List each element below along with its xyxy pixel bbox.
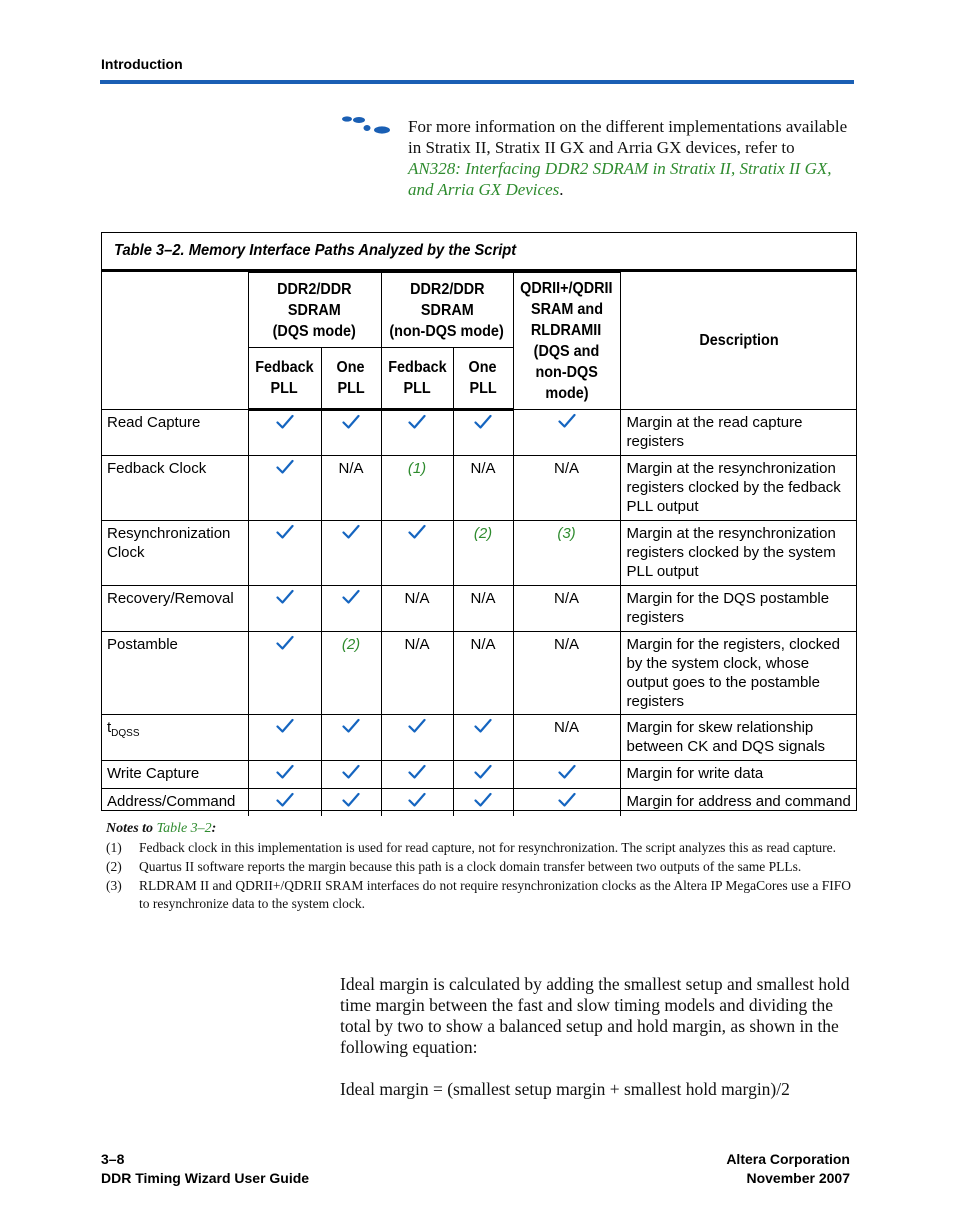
checkmark-cell [321, 761, 381, 789]
checkmark-icon [408, 792, 426, 808]
notes-title-suffix: : [211, 821, 217, 836]
checkmark-cell [248, 632, 321, 715]
row-label-text: t [107, 719, 112, 736]
note-text: RLDRAM II and QDRII+/QDRII SRAM interfaces do not require resynchronization clocks as the Altera IP MegaCores use a FIFO to resynchronize data to the system clock. [139, 878, 851, 911]
note-number: (3) [106, 878, 122, 893]
header-sub3-line1: Fedback [387, 359, 447, 376]
checkmark-icon [342, 764, 360, 780]
table-row [101, 789, 857, 817]
checkmark-cell [453, 715, 513, 761]
na-text: N/A [470, 636, 496, 653]
footnote-ref: (1) [407, 460, 427, 477]
footer-guide-title: DDR Timing Wizard User Guide [101, 1170, 310, 1186]
header-qdrii [513, 273, 620, 410]
header-qdrii-line4: (DQS and [533, 343, 600, 360]
na-cell [381, 586, 453, 632]
header-fedback-pll-2 [381, 348, 453, 410]
header-ddr-nondqs [381, 273, 513, 348]
na-text: N/A [554, 719, 580, 736]
table-row [101, 715, 857, 761]
header-sub4-line1: One [469, 359, 498, 376]
checkmark-cell [321, 715, 381, 761]
row-label [101, 456, 248, 521]
row-description: Margin for skew relationship between CK and DQS signals [620, 715, 857, 761]
checkmark-cell [453, 789, 513, 817]
header-sub3-line2: PLL [403, 380, 431, 397]
row-label-text: Postamble [107, 636, 178, 653]
checkmark-icon [276, 524, 294, 540]
checkmark-cell [321, 521, 381, 586]
table-row [101, 761, 857, 789]
checkmark-icon [474, 414, 492, 430]
table-row [101, 521, 857, 586]
row-label [101, 789, 248, 817]
checkmark-icon [408, 764, 426, 780]
checkmark-icon [276, 764, 294, 780]
na-cell [453, 632, 513, 715]
ideal-margin-equation: Ideal margin = (smallest setup margin + smallest hold margin)/2 [340, 1079, 790, 1099]
checkmark-icon [342, 792, 360, 808]
row-label-text: Write Capture [107, 765, 200, 782]
header-sub1-line2: PLL [270, 380, 299, 397]
row-label-text: Fedback Clock [107, 460, 207, 477]
checkmark-cell [453, 410, 513, 456]
note-text: Fedback clock in this implementation is used for read capture, not for resynchronization. The script analyzes this as read capture. [139, 840, 837, 855]
checkmark-icon [408, 524, 426, 540]
checkmark-icon [342, 589, 360, 605]
checkmark-icon [276, 589, 294, 605]
na-text: N/A [554, 460, 580, 477]
header-sub4-line2: PLL [469, 380, 497, 397]
header-one-pll-1 [321, 348, 381, 410]
table-row [101, 586, 857, 632]
header-ddr-dqs-line3: (DQS mode) [272, 322, 357, 340]
checkmark-cell [321, 789, 381, 817]
note-item-2 [106, 858, 851, 876]
header-qdrii-line1: QDRII+/QDRII [520, 280, 613, 297]
checkmark-cell [513, 410, 620, 456]
table-row [101, 632, 857, 715]
an328-link[interactable]: AN328: Interfacing DDR2 SDRAM in Stratix II, Stratix II GX, and Arria GX Devices [408, 159, 832, 199]
checkmark-icon [558, 764, 576, 780]
table-caption: Table 3–2. Memory Interface Paths Analyzed by the Script [114, 242, 517, 259]
footer-right [726, 1150, 850, 1188]
notes-title [106, 820, 851, 838]
note-paragraph [408, 116, 848, 200]
row-description: Margin for write data [620, 761, 857, 789]
na-cell [381, 632, 453, 715]
na-cell [513, 586, 620, 632]
row-description: Margin at the resynchronization registers clocked by the fedback PLL output [620, 456, 857, 521]
notes-table-link[interactable]: Table 3–2 [156, 821, 212, 836]
row-label [101, 410, 248, 456]
checkmark-cell [381, 789, 453, 817]
header-ddr-dqs-line2: SDRAM [288, 301, 341, 319]
na-text: N/A [338, 460, 364, 477]
header-ddr-nondqs-line1: DDR2/DDR [409, 280, 485, 298]
checkmark-cell [513, 789, 620, 817]
checkmark-icon [474, 764, 492, 780]
checkmark-icon [276, 635, 294, 651]
na-text: N/A [404, 590, 430, 607]
checkmark-icon [276, 792, 294, 808]
checkmark-cell [248, 715, 321, 761]
na-cell [513, 715, 620, 761]
header-qdrii-line6: mode) [544, 385, 589, 402]
checkmark-icon [342, 718, 360, 734]
header-qdrii-line5: non-DQS [535, 364, 598, 381]
checkmark-cell [248, 456, 321, 521]
note-number: (1) [106, 840, 122, 855]
table-row [101, 410, 857, 456]
checkmark-cell [381, 410, 453, 456]
checkmark-cell [513, 761, 620, 789]
header-qdrii-line2: SRAM and [530, 301, 603, 318]
row-description: Margin for the registers, clocked by the system clock, whose output goes to the postamble registers [620, 632, 857, 715]
checkmark-cell [381, 761, 453, 789]
row-description: Margin for address and command [620, 789, 857, 817]
na-cell [513, 456, 620, 521]
note-item-1 [106, 839, 851, 857]
header-description [620, 273, 857, 410]
table-body [101, 410, 857, 817]
memory-interface-table [101, 272, 857, 816]
body-paragraph: Ideal margin is calculated by adding the smallest setup and smallest hold time margin between the fast and slow timing models and dividing the total by two to show a balanced setup and hold margin, as shown in the following equation: [340, 974, 850, 1057]
checkmark-icon [276, 414, 294, 430]
footer-page-number: 3–8 [101, 1151, 125, 1167]
note-text: Quartus II software reports the margin because this path is a clock domain transfer between two outputs of the same PLLs. [139, 859, 802, 874]
row-label-text: Address/Command [107, 793, 236, 810]
footer-date: November 2007 [746, 1170, 850, 1186]
na-text: N/A [470, 590, 496, 607]
note-item-3 [106, 877, 851, 913]
table-row [101, 456, 857, 521]
checkmark-icon [276, 718, 294, 734]
checkmark-cell [248, 586, 321, 632]
footnote-cell [453, 521, 513, 586]
na-cell [453, 586, 513, 632]
na-cell [513, 632, 620, 715]
header-one-pll-2 [453, 348, 513, 410]
header-ddr-dqs-line1: DDR2/DDR [277, 280, 352, 298]
checkmark-cell [381, 715, 453, 761]
header-sub2-line2: PLL [337, 380, 365, 397]
na-text: N/A [470, 460, 496, 477]
checkmark-icon [408, 414, 426, 430]
checkmark-icon [408, 718, 426, 734]
row-label-subscript: DQSS [111, 728, 140, 739]
note-text: For more information on the different implementations available in Stratix II, Stratix II GX and Arria GX devices, refer to [408, 117, 848, 157]
header-sub2-line1: One [336, 359, 366, 376]
footer-left [101, 1150, 309, 1188]
row-label [101, 632, 248, 715]
row-label-text: Resynchronization Clock [107, 525, 231, 561]
na-text: N/A [554, 590, 580, 607]
row-label [101, 586, 248, 632]
footnote-ref: (2) [341, 636, 361, 653]
checkmark-icon [342, 414, 360, 430]
row-label [101, 761, 248, 789]
header-qdrii-line3: RLDRAMII [531, 322, 602, 339]
row-description: Margin at the read capture registers [620, 410, 857, 456]
row-description: Margin at the resynchronization registers clocked by the system PLL output [620, 521, 857, 586]
checkmark-cell [248, 761, 321, 789]
checkmark-icon [276, 459, 294, 475]
footer-company: Altera Corporation [726, 1151, 850, 1167]
header-empty [101, 273, 248, 410]
checkmark-cell [248, 410, 321, 456]
row-label [101, 715, 248, 761]
na-cell [321, 456, 381, 521]
checkmark-cell [381, 521, 453, 586]
checkmark-icon [474, 718, 492, 734]
checkmark-cell [248, 521, 321, 586]
header-fedback-pll-1 [248, 348, 321, 410]
checkmark-icon [558, 792, 576, 808]
footnote-ref: (2) [473, 525, 493, 542]
row-label [101, 521, 248, 586]
na-cell [453, 456, 513, 521]
na-text: N/A [554, 636, 580, 653]
footnote-cell [381, 456, 453, 521]
table-notes [106, 820, 851, 913]
checkmark-icon [474, 792, 492, 808]
na-text: N/A [404, 636, 430, 653]
footnote-cell [513, 521, 620, 586]
checkmark-cell [321, 410, 381, 456]
section-header: Introduction [101, 56, 183, 72]
checkmark-icon [558, 413, 576, 429]
note-number: (2) [106, 859, 122, 874]
footnote-cell [321, 632, 381, 715]
note-hand-icon [340, 114, 396, 138]
notes-title-prefix: Notes to [106, 821, 157, 836]
footnote-ref: (3) [557, 525, 576, 542]
header-ddr-nondqs-line2: SDRAM [420, 301, 474, 319]
header-description-label: Description [699, 332, 779, 350]
header-ddr-dqs [248, 273, 381, 348]
header-rule [100, 80, 854, 84]
row-label-text: Read Capture [107, 414, 201, 431]
header-sub1-line1: Fedback [255, 359, 314, 376]
row-label-text: Recovery/Removal [107, 590, 234, 607]
checkmark-cell [453, 761, 513, 789]
checkmark-cell [321, 586, 381, 632]
checkmark-cell [248, 789, 321, 817]
row-description: Margin for the DQS postamble registers [620, 586, 857, 632]
checkmark-icon [342, 524, 360, 540]
note-text-end: . [559, 180, 564, 199]
header-ddr-nondqs-line3: (non-DQS mode) [389, 322, 505, 340]
